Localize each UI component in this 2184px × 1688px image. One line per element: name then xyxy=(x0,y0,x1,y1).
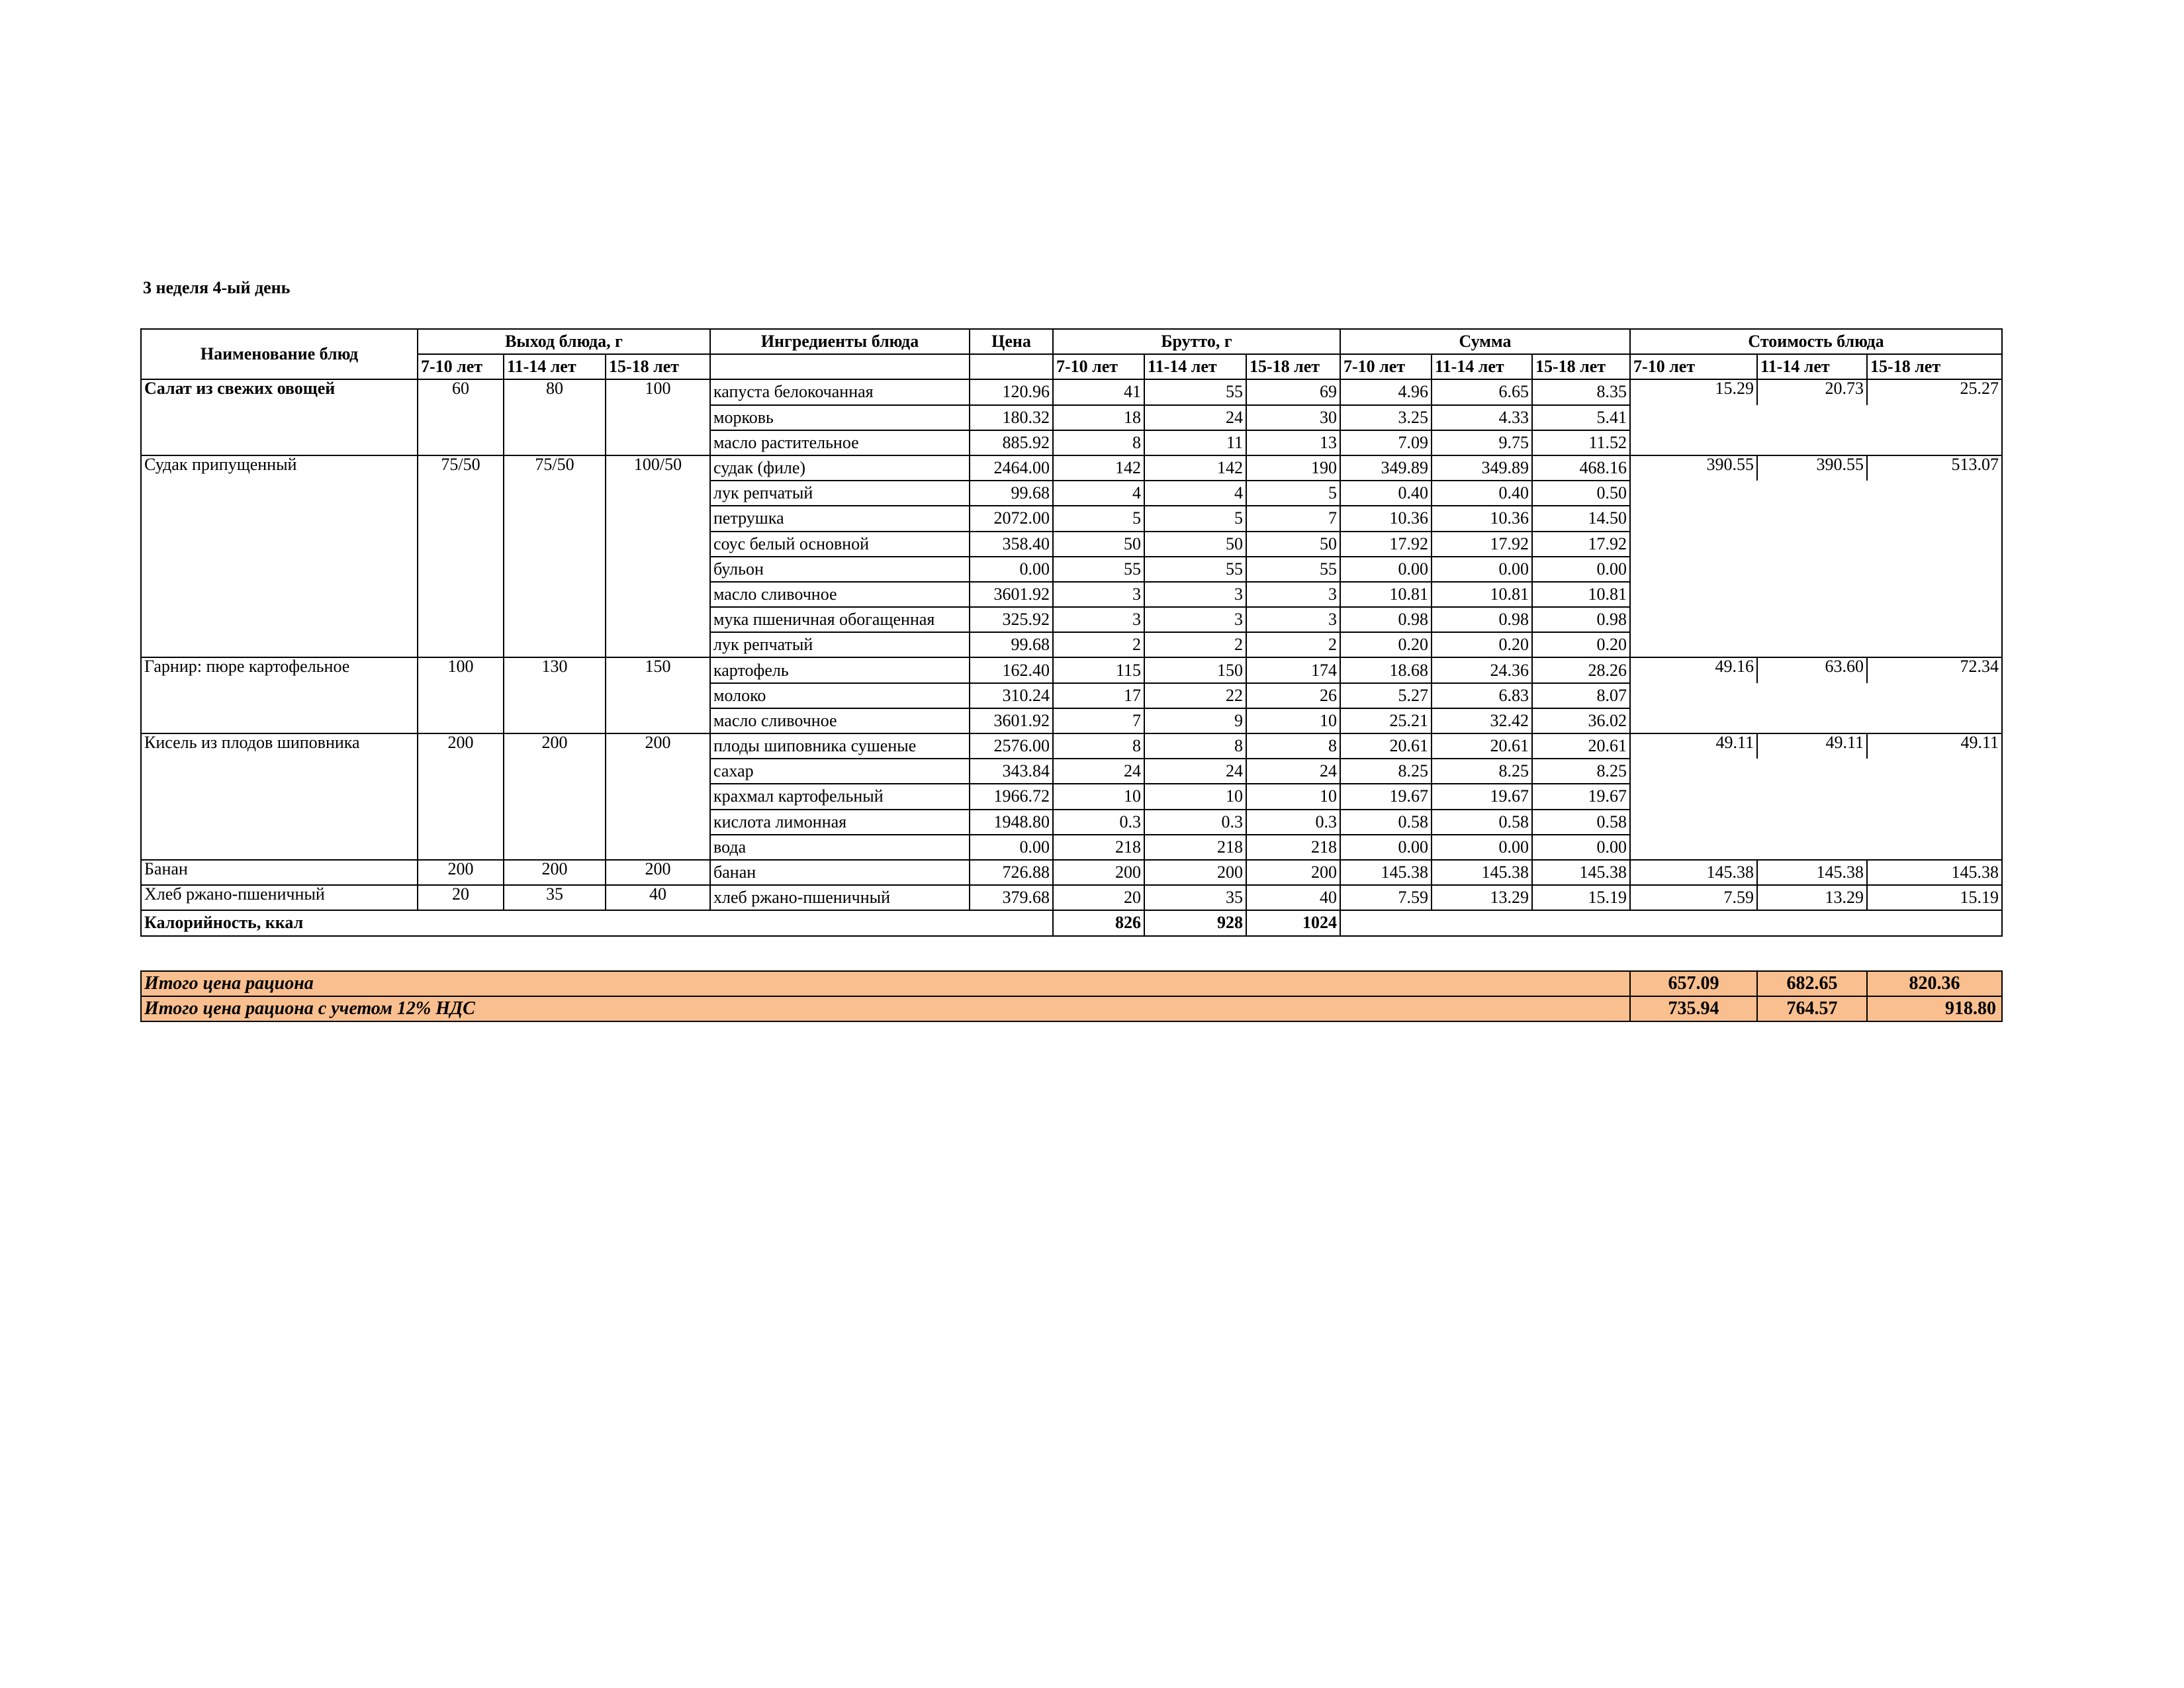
dish-name: Кисель из плодов шиповника xyxy=(141,733,418,860)
ingredient-sum: 5.41 xyxy=(1532,405,1630,430)
dish-cost: 390.55 xyxy=(1630,455,1757,481)
ingredient-sum: 9.75 xyxy=(1432,430,1532,455)
table-row xyxy=(141,733,2002,759)
dish-yield: 75/50 xyxy=(504,455,606,658)
dish-cost: 7.59 xyxy=(1630,885,1757,910)
dish-yield: 20 xyxy=(418,885,504,910)
dish-yield: 60 xyxy=(418,379,504,455)
ingredient-sum: 19.67 xyxy=(1340,784,1432,809)
ingredient-sum: 0.50 xyxy=(1532,481,1630,506)
dish-cost-header: Стоимость блюда xyxy=(1630,329,2002,354)
ingredient-sum: 32.42 xyxy=(1432,708,1532,733)
ingredient-sum: 14.50 xyxy=(1532,506,1630,531)
ingredient-gross: 10 xyxy=(1053,784,1144,809)
dish-name-header: Наименование блюд xyxy=(141,329,418,379)
ingredient-sum: 10.36 xyxy=(1432,506,1532,531)
ingredient-sum: 20.61 xyxy=(1340,733,1432,759)
ingredient-sum: 8.25 xyxy=(1532,759,1630,784)
ingredient-gross: 7 xyxy=(1246,506,1340,531)
dish-yield: 200 xyxy=(504,860,606,885)
ingredient-price: 99.68 xyxy=(970,632,1053,657)
ingredient-price: 99.68 xyxy=(970,481,1053,506)
dish-yield: 100 xyxy=(418,657,504,733)
ingredient-sum: 10.81 xyxy=(1340,582,1432,607)
ingredient-gross: 4 xyxy=(1144,481,1246,506)
page-title: 3 неделя 4-ый день xyxy=(143,278,291,297)
ingredient-gross: 55 xyxy=(1144,557,1246,582)
ingredient-gross: 9 xyxy=(1144,708,1246,733)
total-vat-value: 918.80 xyxy=(1867,996,2002,1021)
ingredient-sum: 0.20 xyxy=(1532,632,1630,657)
dish-cost: 15.19 xyxy=(1867,885,2002,910)
table-row xyxy=(141,657,2002,682)
ingredient-gross: 50 xyxy=(1144,532,1246,557)
dish-cost-empty xyxy=(1630,405,2002,430)
ingredient-sum: 0.20 xyxy=(1340,632,1432,657)
age-header: 7-10 лет xyxy=(1053,354,1144,379)
dish-cost-empty xyxy=(1630,810,2002,835)
total-value: 657.09 xyxy=(1630,971,1757,996)
calories-value: 1024 xyxy=(1246,910,1340,935)
ingredient-sum: 468.16 xyxy=(1532,455,1630,481)
ingredient-gross: 2 xyxy=(1144,632,1246,657)
dish-yield: 200 xyxy=(418,860,504,885)
dish-yield: 80 xyxy=(504,379,606,455)
dish-cost-empty xyxy=(1630,708,2002,733)
header-row-2 xyxy=(141,354,2002,379)
ingredient-sum: 0.58 xyxy=(1340,810,1432,835)
dish-cost-empty xyxy=(1630,835,2002,860)
dish-name: Хлеб ржано-пшеничный xyxy=(141,885,418,910)
total-vat-value: 735.94 xyxy=(1630,996,1757,1021)
ingredient-name: крахмал картофельный xyxy=(710,784,970,809)
ingredient-gross: 55 xyxy=(1144,379,1246,404)
ingredient-sum: 19.67 xyxy=(1532,784,1630,809)
ingredient-sum: 0.00 xyxy=(1532,557,1630,582)
ingredient-gross: 3 xyxy=(1053,582,1144,607)
table-row xyxy=(141,860,2002,885)
ingredient-price: 162.40 xyxy=(970,657,1053,682)
ingredient-sum: 20.61 xyxy=(1532,733,1630,759)
dish-cost-empty xyxy=(1630,557,2002,582)
ingredient-sum: 24.36 xyxy=(1432,657,1532,682)
ingredient-sum: 17.92 xyxy=(1432,532,1532,557)
ingredient-price: 3601.92 xyxy=(970,582,1053,607)
calories-label: Калорийность, ккал xyxy=(141,910,1053,935)
ingredient-gross: 0.3 xyxy=(1053,810,1144,835)
dish-cost: 13.29 xyxy=(1757,885,1867,910)
dish-cost: 49.11 xyxy=(1630,733,1757,759)
ingredient-name: масло сливочное xyxy=(710,708,970,733)
ingredient-name: вода xyxy=(710,835,970,860)
ingredient-name: капуста белокочанная xyxy=(710,379,970,404)
dish-cost-empty xyxy=(1630,532,2002,557)
ingredient-gross: 10 xyxy=(1246,708,1340,733)
ingredient-gross: 55 xyxy=(1246,557,1340,582)
ingredient-name: мука пшеничная обогащенная xyxy=(710,607,970,632)
ingredient-name: лук репчатый xyxy=(710,632,970,657)
ingredient-sum: 8.07 xyxy=(1532,683,1630,708)
dish-cost-empty xyxy=(1630,784,2002,809)
ingredient-sum: 0.00 xyxy=(1532,835,1630,860)
dish-yield: 200 xyxy=(418,733,504,860)
yield-header: Выход блюда, г xyxy=(418,329,710,354)
ingredient-gross: 22 xyxy=(1144,683,1246,708)
ingredients-header: Ингредиенты блюда xyxy=(710,329,970,354)
ingredient-sum: 8.25 xyxy=(1340,759,1432,784)
ingredient-gross: 24 xyxy=(1053,759,1144,784)
table-row xyxy=(141,885,2002,910)
ingredient-gross: 3 xyxy=(1053,607,1144,632)
ingredient-price: 1966.72 xyxy=(970,784,1053,809)
ingredient-sum: 17.92 xyxy=(1340,532,1432,557)
price-header: Цена xyxy=(970,329,1053,354)
age-header: 11-14 лет xyxy=(1432,354,1532,379)
ingredient-sum: 10.81 xyxy=(1532,582,1630,607)
ingredient-gross: 200 xyxy=(1246,860,1340,885)
ingredient-sum: 0.00 xyxy=(1432,557,1532,582)
ingredient-price: 310.24 xyxy=(970,683,1053,708)
total-vat-value: 764.57 xyxy=(1757,996,1867,1021)
ingredient-name: кислота лимонная xyxy=(710,810,970,835)
dish-yield: 200 xyxy=(606,733,710,860)
ingredient-gross: 20 xyxy=(1053,885,1144,910)
ingredient-gross: 3 xyxy=(1246,582,1340,607)
ingredient-gross: 200 xyxy=(1144,860,1246,885)
menu-body xyxy=(141,379,2002,910)
ingredient-gross: 41 xyxy=(1053,379,1144,404)
ingredient-gross: 218 xyxy=(1144,835,1246,860)
ingredient-gross: 0.3 xyxy=(1144,810,1246,835)
ingredient-sum: 20.61 xyxy=(1432,733,1532,759)
ingredient-gross: 218 xyxy=(1053,835,1144,860)
ingredient-name: масло растительное xyxy=(710,430,970,455)
ingredient-gross: 8 xyxy=(1246,733,1340,759)
ingredient-price: 379.68 xyxy=(970,885,1053,910)
dish-yield: 35 xyxy=(504,885,606,910)
table-row xyxy=(141,379,2002,404)
age-header: 15-18 лет xyxy=(606,354,710,379)
calories-row xyxy=(141,910,2002,935)
ingredient-gross: 24 xyxy=(1246,759,1340,784)
ingredient-price: 0.00 xyxy=(970,557,1053,582)
menu-table xyxy=(140,328,2003,937)
ingredient-sum: 4.96 xyxy=(1340,379,1432,404)
dish-cost: 72.34 xyxy=(1867,657,2002,682)
ingredient-gross: 190 xyxy=(1246,455,1340,481)
ingredient-gross: 142 xyxy=(1053,455,1144,481)
ingredient-sum: 17.92 xyxy=(1532,532,1630,557)
ingredient-sum: 11.52 xyxy=(1532,430,1630,455)
ingredient-sum: 0.00 xyxy=(1432,835,1532,860)
ingredient-sum: 15.19 xyxy=(1532,885,1630,910)
ingredient-gross: 174 xyxy=(1246,657,1340,682)
ingredient-sum: 6.65 xyxy=(1432,379,1532,404)
ingredient-gross: 4 xyxy=(1053,481,1144,506)
ingredient-sum: 0.20 xyxy=(1432,632,1532,657)
dish-yield: 200 xyxy=(606,860,710,885)
ingredient-gross: 17 xyxy=(1053,683,1144,708)
total-vat-row xyxy=(141,996,2002,1021)
ingredient-sum: 10.81 xyxy=(1432,582,1532,607)
ingredient-gross: 5 xyxy=(1246,481,1340,506)
ingredient-gross: 55 xyxy=(1053,557,1144,582)
ingredient-gross: 7 xyxy=(1053,708,1144,733)
dish-cost-empty xyxy=(1630,506,2002,531)
dish-yield: 200 xyxy=(504,733,606,860)
dish-cost: 63.60 xyxy=(1757,657,1867,682)
dish-yield: 75/50 xyxy=(418,455,504,658)
ingredient-name: бульон xyxy=(710,557,970,582)
ingredient-sum: 36.02 xyxy=(1532,708,1630,733)
ingredient-price: 885.92 xyxy=(970,430,1053,455)
dish-cost-empty xyxy=(1630,430,2002,455)
age-header: 11-14 лет xyxy=(1144,354,1246,379)
ingredient-gross: 24 xyxy=(1144,405,1246,430)
dish-cost: 49.11 xyxy=(1867,733,2002,759)
calories-empty xyxy=(1340,910,2002,935)
table-row xyxy=(141,455,2002,481)
total-row xyxy=(141,971,2002,996)
ingredient-price: 2072.00 xyxy=(970,506,1053,531)
ingredient-sum: 145.38 xyxy=(1532,860,1630,885)
ingredient-name: молоко xyxy=(710,683,970,708)
dish-name: Салат из свежих овощей xyxy=(141,379,418,455)
ingredient-sum: 8.25 xyxy=(1432,759,1532,784)
ingredient-sum: 8.35 xyxy=(1532,379,1630,404)
ingredient-sum: 0.98 xyxy=(1432,607,1532,632)
ingredient-sum: 28.26 xyxy=(1532,657,1630,682)
ingredient-sum: 0.40 xyxy=(1432,481,1532,506)
dish-cost-empty xyxy=(1630,582,2002,607)
ingredient-gross: 3 xyxy=(1144,582,1246,607)
total-label: Итого цена рациона xyxy=(141,971,1630,996)
dish-cost: 513.07 xyxy=(1867,455,2002,481)
dish-name: Гарнир: пюре картофельное xyxy=(141,657,418,733)
ingredient-gross: 3 xyxy=(1246,607,1340,632)
dish-cost-empty xyxy=(1630,683,2002,708)
age-header: 11-14 лет xyxy=(1757,354,1867,379)
ingredient-name: хлеб ржано-пшеничный xyxy=(710,885,970,910)
age-header: 7-10 лет xyxy=(1340,354,1432,379)
dish-cost: 145.38 xyxy=(1757,860,1867,885)
total-value: 682.65 xyxy=(1757,971,1867,996)
ingredient-sum: 349.89 xyxy=(1340,455,1432,481)
total-value: 820.36 xyxy=(1867,971,2002,996)
ingredient-price: 2464.00 xyxy=(970,455,1053,481)
calories-value: 928 xyxy=(1144,910,1246,935)
ingredient-sum: 10.36 xyxy=(1340,506,1432,531)
dish-yield: 100 xyxy=(606,379,710,455)
dish-cost: 25.27 xyxy=(1867,379,2002,404)
calories-value: 826 xyxy=(1053,910,1144,935)
ingredient-sum: 3.25 xyxy=(1340,405,1432,430)
ingredient-sum: 7.09 xyxy=(1340,430,1432,455)
dish-name: Судак припущенный xyxy=(141,455,418,658)
dish-cost: 20.73 xyxy=(1757,379,1867,404)
ingredient-price: 343.84 xyxy=(970,759,1053,784)
ingredient-sum: 0.00 xyxy=(1340,835,1432,860)
ingredient-name: плоды шиповника сушеные xyxy=(710,733,970,759)
age-header: 11-14 лет xyxy=(504,354,606,379)
ingredient-price: 325.92 xyxy=(970,607,1053,632)
dish-cost-empty xyxy=(1630,632,2002,657)
dish-cost-empty xyxy=(1630,481,2002,506)
dish-name: Банан xyxy=(141,860,418,885)
ingredient-gross: 26 xyxy=(1246,683,1340,708)
header-row-1 xyxy=(141,329,2002,354)
ingredient-gross: 142 xyxy=(1144,455,1246,481)
ingredient-sum: 0.58 xyxy=(1532,810,1630,835)
ingredient-name: морковь xyxy=(710,405,970,430)
ingredient-gross: 13 xyxy=(1246,430,1340,455)
ingredient-gross: 2 xyxy=(1246,632,1340,657)
ingredient-gross: 150 xyxy=(1144,657,1246,682)
age-header: 15-18 лет xyxy=(1246,354,1340,379)
ingredient-sum: 5.27 xyxy=(1340,683,1432,708)
ingredient-gross: 8 xyxy=(1053,430,1144,455)
gross-header: Брутто, г xyxy=(1053,329,1340,354)
ingredient-gross: 218 xyxy=(1246,835,1340,860)
ingredient-sum: 145.38 xyxy=(1432,860,1532,885)
ingredient-price: 3601.92 xyxy=(970,708,1053,733)
dish-cost: 49.16 xyxy=(1630,657,1757,682)
ingredient-gross: 24 xyxy=(1144,759,1246,784)
ingredient-gross: 0.3 xyxy=(1246,810,1340,835)
ingredient-gross: 8 xyxy=(1053,733,1144,759)
ingredient-sum: 25.21 xyxy=(1340,708,1432,733)
ingredient-name: лук репчатый xyxy=(710,481,970,506)
ingredient-gross: 8 xyxy=(1144,733,1246,759)
ingredient-sum: 0.98 xyxy=(1340,607,1432,632)
age-header: 7-10 лет xyxy=(418,354,504,379)
ingredient-sum: 4.33 xyxy=(1432,405,1532,430)
ingredient-gross: 5 xyxy=(1053,506,1144,531)
ingredient-gross: 30 xyxy=(1246,405,1340,430)
ingredient-gross: 200 xyxy=(1053,860,1144,885)
ingredient-sum: 0.58 xyxy=(1432,810,1532,835)
dish-cost-empty xyxy=(1630,759,2002,784)
dish-cost: 15.29 xyxy=(1630,379,1757,404)
dish-cost: 145.38 xyxy=(1867,860,2002,885)
age-header: 15-18 лет xyxy=(1532,354,1630,379)
ingredient-name: соус белый основной xyxy=(710,532,970,557)
ingredient-price: 2576.00 xyxy=(970,733,1053,759)
ingredient-name: петрушка xyxy=(710,506,970,531)
ingredient-name: судак (филе) xyxy=(710,455,970,481)
ingredient-sum: 13.29 xyxy=(1432,885,1532,910)
dish-yield: 130 xyxy=(504,657,606,733)
ingredient-sum: 19.67 xyxy=(1432,784,1532,809)
ingredient-sum: 145.38 xyxy=(1340,860,1432,885)
ingredient-gross: 40 xyxy=(1246,885,1340,910)
ingredient-sum: 7.59 xyxy=(1340,885,1432,910)
ingredient-price: 358.40 xyxy=(970,532,1053,557)
ingredient-price: 1948.80 xyxy=(970,810,1053,835)
age-header: 7-10 лет xyxy=(1630,354,1757,379)
ingredient-gross: 35 xyxy=(1144,885,1246,910)
dish-cost-empty xyxy=(1630,607,2002,632)
ingredient-gross: 5 xyxy=(1144,506,1246,531)
ingredient-gross: 69 xyxy=(1246,379,1340,404)
empty-header-cell xyxy=(710,354,970,379)
total-vat-label: Итого цена рациона с учетом 12% НДС xyxy=(141,996,1630,1021)
ingredient-gross: 50 xyxy=(1246,532,1340,557)
dish-cost: 390.55 xyxy=(1757,455,1867,481)
ingredient-price: 120.96 xyxy=(970,379,1053,404)
ingredient-price: 726.88 xyxy=(970,860,1053,885)
ingredient-sum: 0.98 xyxy=(1532,607,1630,632)
ingredient-gross: 11 xyxy=(1144,430,1246,455)
dish-yield: 40 xyxy=(606,885,710,910)
ingredient-name: масло сливочное xyxy=(710,582,970,607)
ingredient-name: картофель xyxy=(710,657,970,682)
ingredient-sum: 349.89 xyxy=(1432,455,1532,481)
ingredient-name: банан xyxy=(710,860,970,885)
ingredient-sum: 0.00 xyxy=(1340,557,1432,582)
ingredient-sum: 6.83 xyxy=(1432,683,1532,708)
dish-yield: 150 xyxy=(606,657,710,733)
ingredient-gross: 10 xyxy=(1246,784,1340,809)
dish-yield: 100/50 xyxy=(606,455,710,658)
dish-cost: 49.11 xyxy=(1757,733,1867,759)
ingredient-sum: 0.40 xyxy=(1340,481,1432,506)
ingredient-sum: 18.68 xyxy=(1340,657,1432,682)
ingredient-gross: 2 xyxy=(1053,632,1144,657)
sum-header: Сумма xyxy=(1340,329,1630,354)
ingredient-gross: 3 xyxy=(1144,607,1246,632)
ingredient-gross: 50 xyxy=(1053,532,1144,557)
ingredient-name: сахар xyxy=(710,759,970,784)
ingredient-price: 0.00 xyxy=(970,835,1053,860)
ingredient-gross: 115 xyxy=(1053,657,1144,682)
ingredient-gross: 10 xyxy=(1144,784,1246,809)
age-header: 15-18 лет xyxy=(1867,354,2002,379)
empty-header-cell xyxy=(970,354,1053,379)
dish-cost: 145.38 xyxy=(1630,860,1757,885)
ingredient-gross: 18 xyxy=(1053,405,1144,430)
ingredient-price: 180.32 xyxy=(970,405,1053,430)
totals-table xyxy=(140,970,2003,1022)
